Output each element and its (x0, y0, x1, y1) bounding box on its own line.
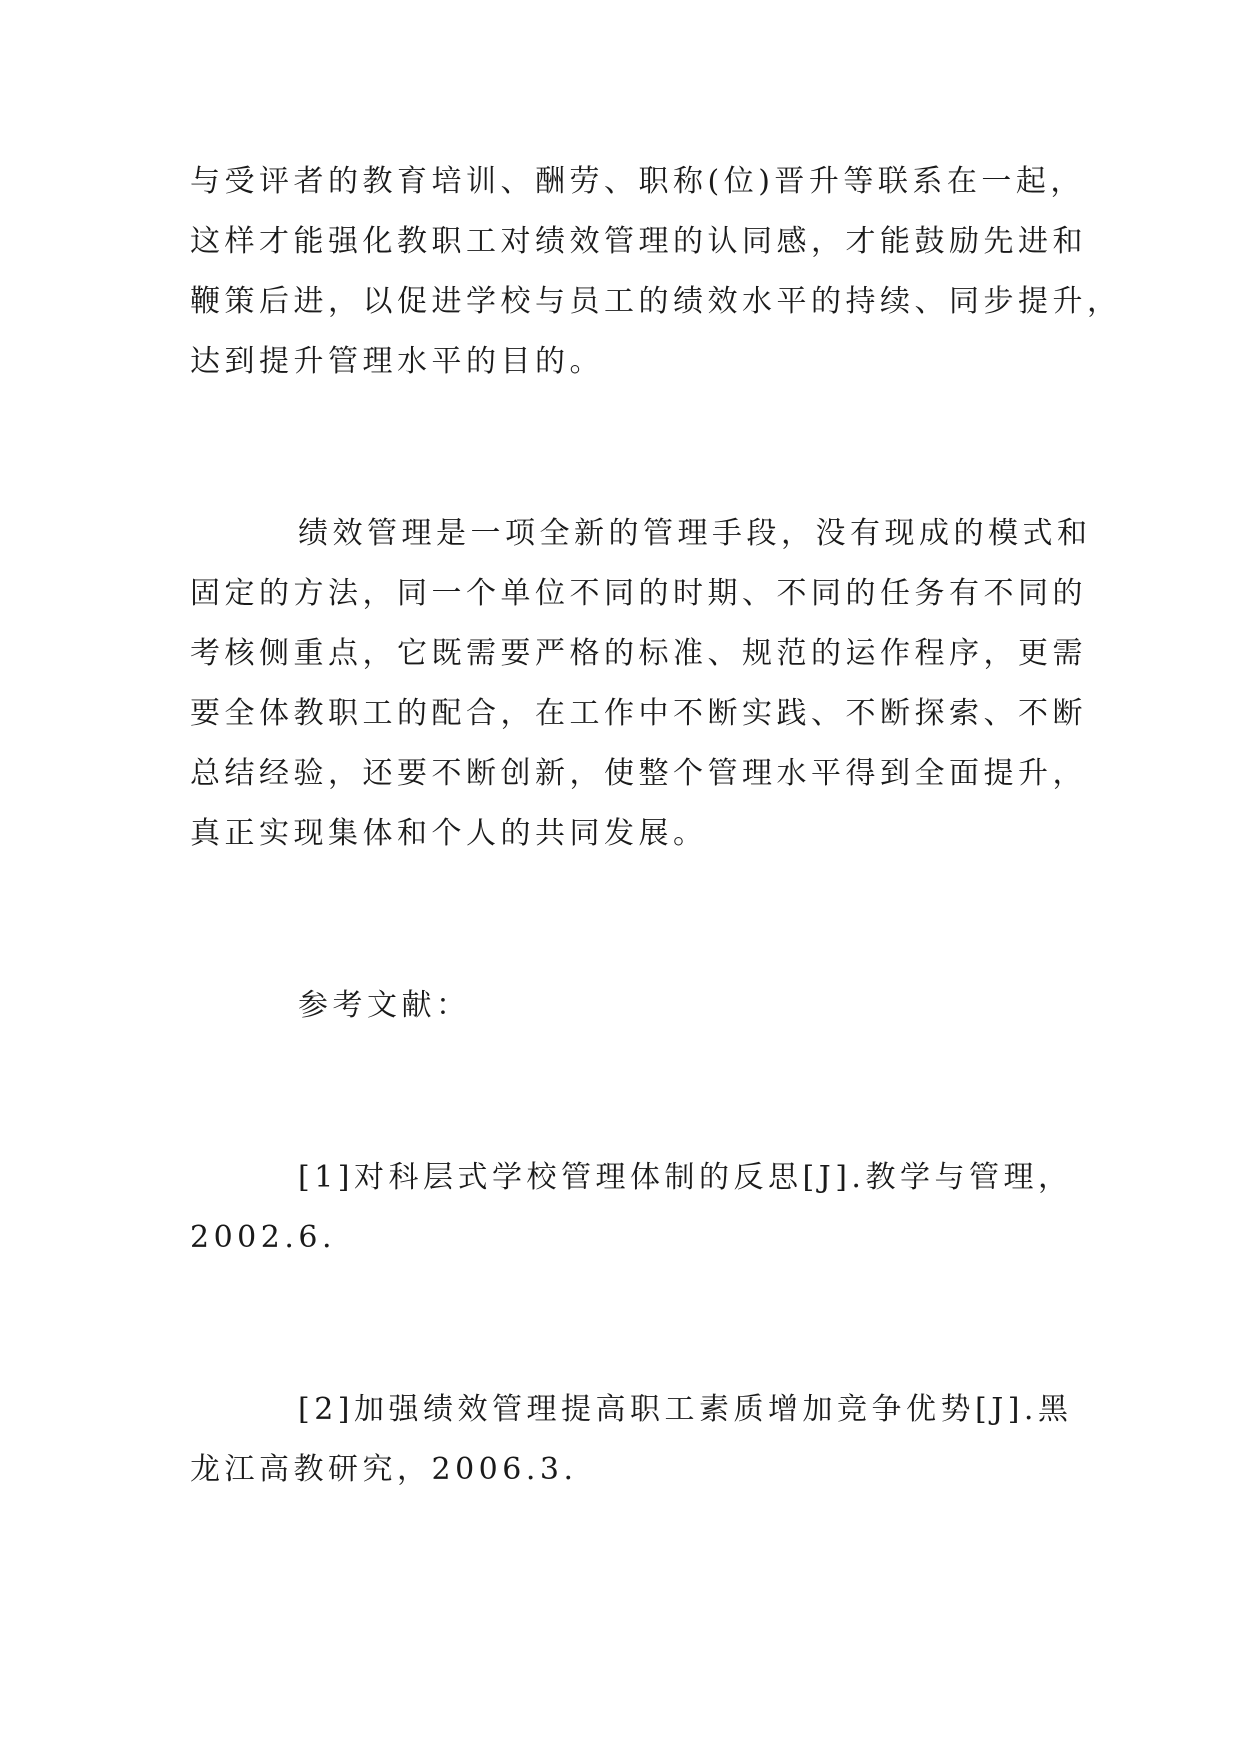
paragraph-line: 鞭策后进，以促进学校与员工的绩效水平的持续、同步提升， (190, 284, 1122, 319)
paragraph-line: 真正实现集体和个人的共同发展。 (190, 816, 708, 851)
paragraph-line: 与受评者的教育培训、酬劳、职称(位)晋升等联系在一起， (190, 164, 1085, 199)
reference-line: 龙江高教研究，2006.3. (190, 1452, 578, 1487)
reference-line: [2]加强绩效管理提高职工素质增加竞争优势[J].黑 (298, 1392, 1073, 1427)
paragraph-line: 总结经验，还要不断创新，使整个管理水平得到全面提升， (190, 756, 1087, 791)
paragraph-line: 要全体教职工的配合，在工作中不断实践、不断探索、不断 (190, 696, 1087, 731)
paragraph-line: 达到提升管理水平的目的。 (190, 344, 604, 379)
references-heading: 参考文献： (298, 988, 471, 1023)
reference-line: 2002.6. (190, 1220, 337, 1255)
reference-line: [1]对科层式学校管理体制的反思[J].教学与管理， (298, 1160, 1073, 1195)
paragraph-line: 这样才能强化教职工对绩效管理的认同感，才能鼓励先进和 (190, 224, 1087, 259)
paragraph-line: 固定的方法，同一个单位不同的时期、不同的任务有不同的 (190, 576, 1087, 611)
paragraph-line: 考核侧重点，它既需要严格的标准、规范的运作程序，更需 (190, 636, 1087, 671)
paragraph-line: 绩效管理是一项全新的管理手段，没有现成的模式和 (298, 516, 1092, 551)
